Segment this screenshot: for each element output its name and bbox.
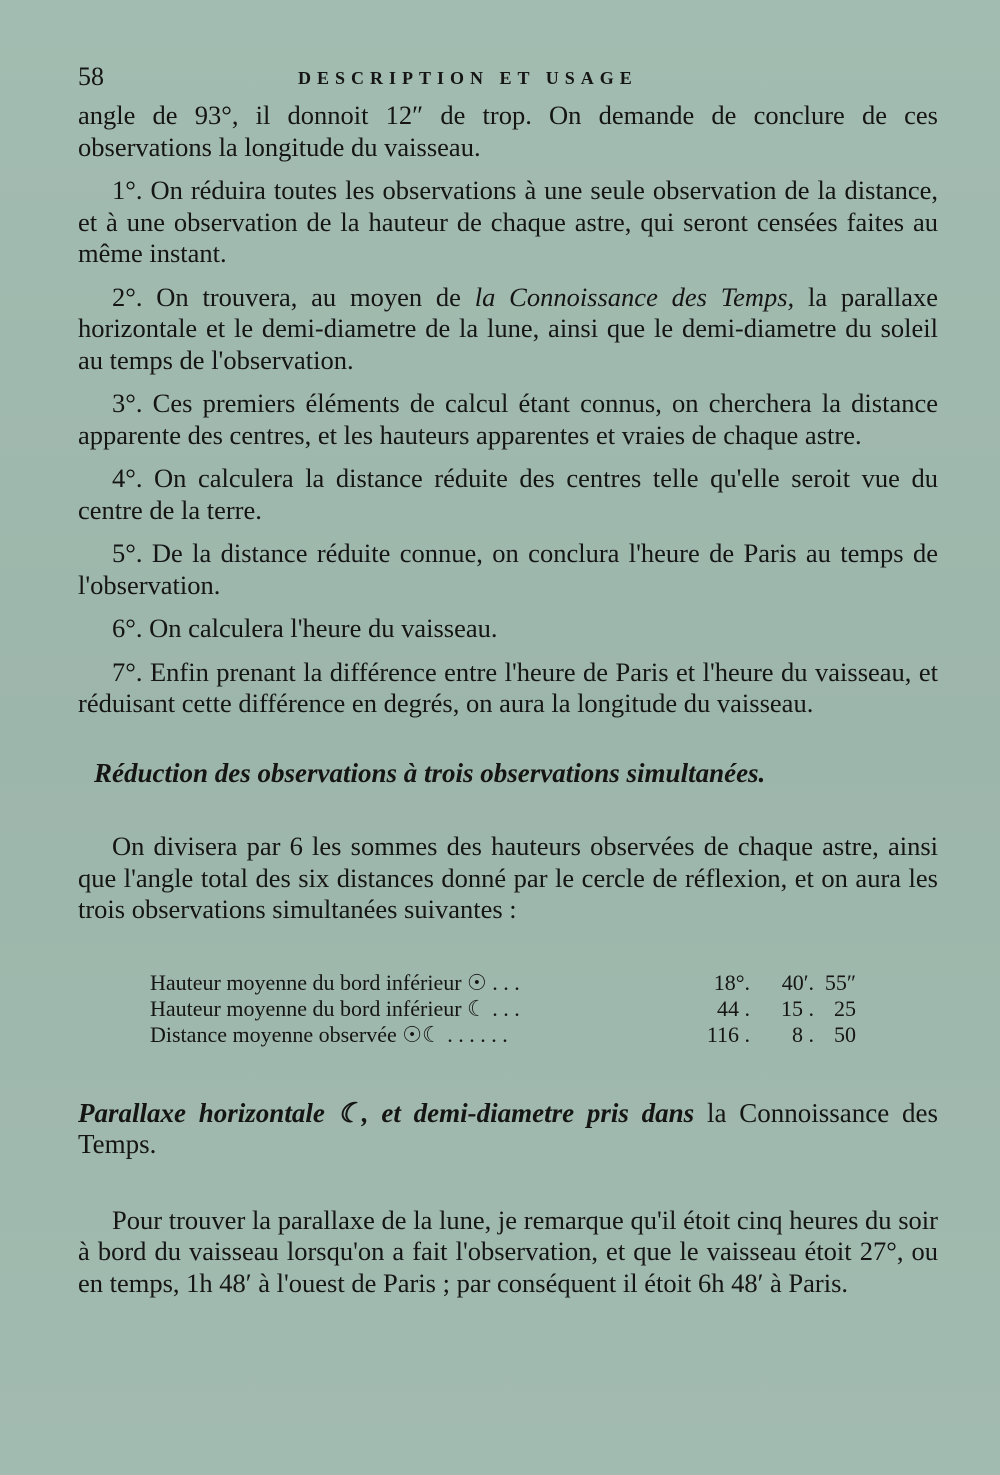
row-degrees: 18°. [713,969,750,995]
step-6-paragraph: 6°. On calculera l'heure du vaisseau. [112,613,498,643]
row-label: Distance moyenne observée ☉☾ . . . . . . [150,1021,508,1047]
section-2-heading-italic: Parallaxe horizontale ☾, et demi-diametre pris dans [78,1097,695,1128]
section-2-heading-rest: la Connoissance des Temps. [78,1097,939,1159]
step-4-paragraph: 4°. On calculera la distance réduite des centres telle qu'elle seroit vue du centre de la terre. [78,463,938,525]
step-1-paragraph: 1°. On réduira toutes les observations à une seule observation de la distance, et à une observation de la hauteur de chaque astre, qui seront censées faites au même instant. [78,175,938,268]
observations-table [150,970,870,1048]
row-minutes: 40′. [781,969,814,995]
page-number: 58 [78,62,104,91]
row-label: Hauteur moyenne du bord inférieur ☾ . . . [150,995,520,1021]
row-minutes: 8 . [792,1021,814,1047]
table-row [150,1022,870,1048]
page-header [78,62,928,102]
section-1-heading: Réduction des observations à trois observations simultanées. [94,757,766,788]
intro-paragraph: angle de 93°, il donnoit 12″ de trop. On demande de conclure de ces observations la longitude du vaisseau. [78,100,938,162]
page-body [78,100,938,1299]
row-seconds: 50 [834,1021,856,1047]
row-degrees: 44 . [717,995,750,1021]
running-head: DESCRIPTION ET USAGE [298,68,638,88]
step-5-paragraph: 5°. De la distance réduite connue, on conclura l'heure de Paris au temps de l'observation. [78,538,938,600]
section-2-heading [78,1098,938,1161]
section-1-paragraph: On divisera par 6 les sommes des hauteurs observées de chaque astre, ainsi que l'angle total des six distances donné par le cercle de réflexion, et on aura les trois observations simultanées suivantes : [78,831,938,924]
row-degrees: 116 . [706,1021,750,1047]
table-row [150,996,870,1022]
step-2-book-title: la Connoissance des Temps, [474,281,795,312]
step-7-paragraph: 7°. Enfin prenant la différence entre l'heure de Paris et l'heure du vaisseau, et réduisant cette différence en degrés, on aura la longitude du vaisseau. [78,656,938,718]
row-label: Hauteur moyenne du bord inférieur ☉ . . . [150,969,520,995]
section-2-paragraph: Pour trouver la parallaxe de la lune, je remarque qu'il étoit cinq heures du soir à bord du vaisseau lorsqu'on a fait l'observation, et que le vaisseau étoit 27°, ou en temps, 1h 48′ à l'ouest de Paris ; par conséquent il étoit 6h 48′ à Paris. [78,1204,938,1298]
table-row [150,970,870,996]
step-2-text-start: 2°. On trouvera, au moyen de [112,281,475,312]
row-seconds: 25 [834,995,856,1021]
row-seconds: 55″ [824,969,856,995]
row-minutes: 15 . [781,995,814,1021]
step-3-paragraph: 3°. Ces premiers éléments de calcul étant connus, on cherchera la distance apparente des centres, et les hauteurs apparentes et vraies de chaque astre. [78,388,938,450]
step-2-text-end: la parallaxe horizontale et le demi-diametre de la lune, ainsi que le demi-diametre du soleil au temps de l'observation. [78,281,938,375]
step-2-paragraph [78,282,938,377]
